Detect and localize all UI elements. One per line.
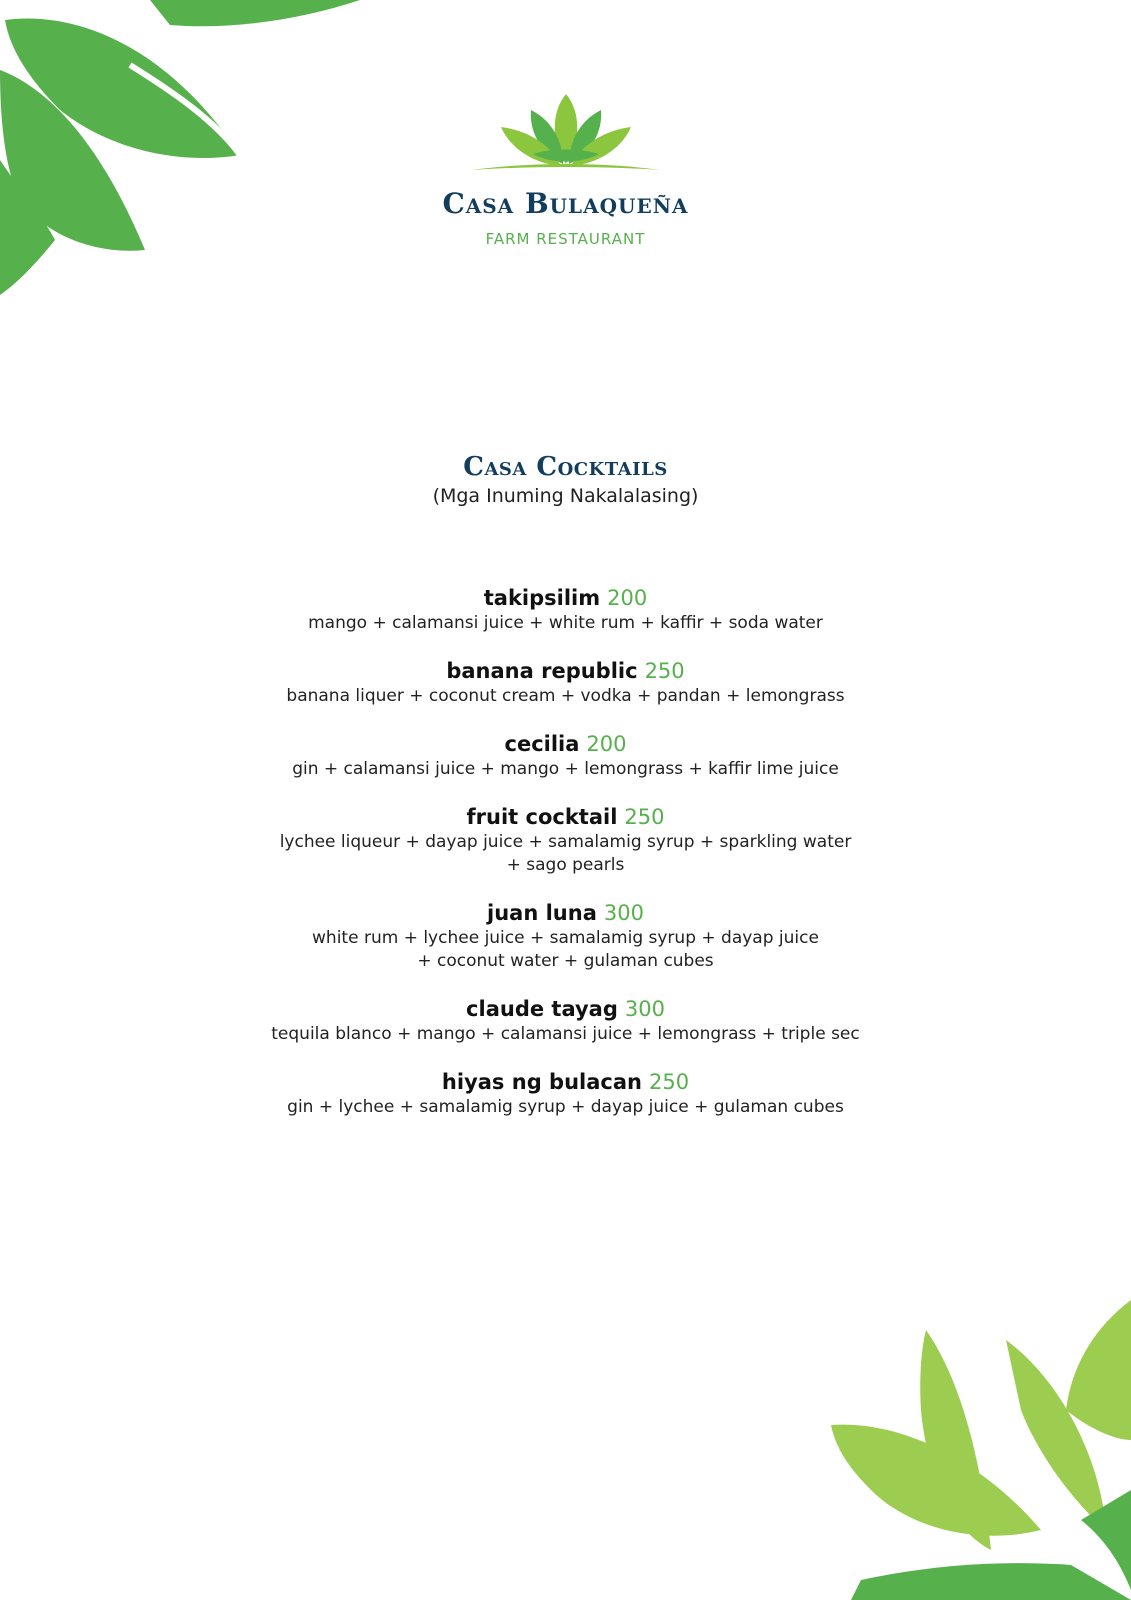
item-name: fruit cocktail	[466, 805, 618, 829]
menu-item	[0, 657, 1131, 708]
menu-item	[0, 899, 1131, 973]
brand-subtitle: FARM RESTAURANT	[485, 230, 646, 248]
cocktail-menu	[0, 584, 1131, 1141]
item-price: 200	[586, 732, 627, 756]
item-name: banana republic	[446, 659, 638, 683]
menu-item	[0, 584, 1131, 635]
section-title: Casa Cocktails	[463, 452, 668, 482]
item-description: white rum + lychee juice + samalamig syrup + dayap juice	[312, 928, 819, 948]
item-name: cecilia	[504, 732, 580, 756]
item-name: claude tayag	[466, 997, 618, 1021]
item-price: 250	[644, 659, 685, 683]
menu-item	[0, 995, 1131, 1046]
item-name: juan luna	[487, 901, 597, 925]
section-subtitle: (Mga Inuming Nakalalasing)	[432, 485, 699, 507]
menu-item	[0, 803, 1131, 877]
item-name: takipsilim	[483, 586, 601, 610]
logo-block	[0, 92, 1131, 248]
lotus-icon	[471, 92, 661, 172]
leaves-bottom-right-icon	[831, 1290, 1131, 1600]
item-description-cont: + sago pearls	[506, 855, 625, 875]
item-price: 300	[624, 997, 665, 1021]
item-description: gin + lychee + samalamig syrup + dayap juice + gulaman cubes	[287, 1097, 844, 1117]
item-description: mango + calamansi juice + white rum + kaffir + soda water	[308, 613, 823, 633]
brand-name: Casa Bulaqueña	[442, 187, 689, 220]
menu-item	[0, 730, 1131, 781]
menu-item	[0, 1068, 1131, 1119]
item-description: lychee liqueur + dayap juice + samalamig syrup + sparkling water	[279, 832, 852, 852]
section-header	[0, 450, 1131, 508]
item-description: tequila blanco + mango + calamansi juice + lemongrass + triple sec	[271, 1024, 860, 1044]
item-description: gin + calamansi juice + mango + lemongrass + kaffir lime juice	[292, 759, 839, 779]
item-price: 250	[624, 805, 665, 829]
item-price: 300	[603, 901, 644, 925]
item-name: hiyas ng bulacan	[441, 1070, 642, 1094]
item-price: 250	[648, 1070, 690, 1094]
item-description: banana liquer + coconut cream + vodka + pandan + lemongrass	[286, 686, 845, 706]
item-description-cont: + coconut water + gulaman cubes	[417, 951, 714, 971]
item-price: 200	[607, 586, 648, 610]
